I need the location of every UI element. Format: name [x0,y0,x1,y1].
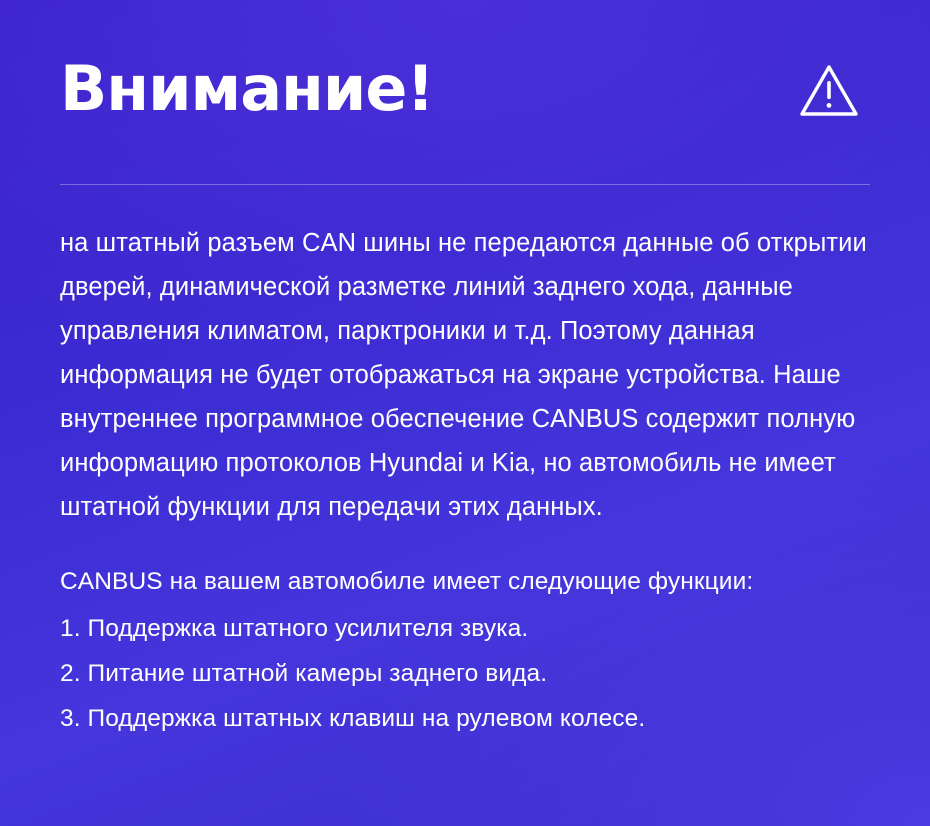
functions-list-intro: CANBUS на вашем автомобиле имеет следующие функции: [60,568,754,595]
list-item: 3. Поддержка штатных клавиш на рулевом колесе. [60,705,646,732]
poster-header [60,52,870,148]
page-title: Внимание! [60,52,434,125]
functions-list-block [60,559,870,741]
list-item: 1. Поддержка штатного усилителя звука. [60,615,529,642]
warning-triangle-icon [798,62,860,125]
body-paragraph: на штатный разъем CAN шины не передаются данные об открытии дверей, динамической разметке линий заднего хода, данные управления климатом, парктроники и т.д. Поэтому данная информация не будет отображаться на экране устройства. Наше внутреннее программное обеспечение CANBUS содержит полную информацию протоколов Hyundai и Kia, но автомобиль не имеет штатной функции для передачи этих данных. [60,229,867,521]
header-divider [60,184,870,185]
list-item: 2. Питание штатной камеры заднего вида. [60,660,548,687]
